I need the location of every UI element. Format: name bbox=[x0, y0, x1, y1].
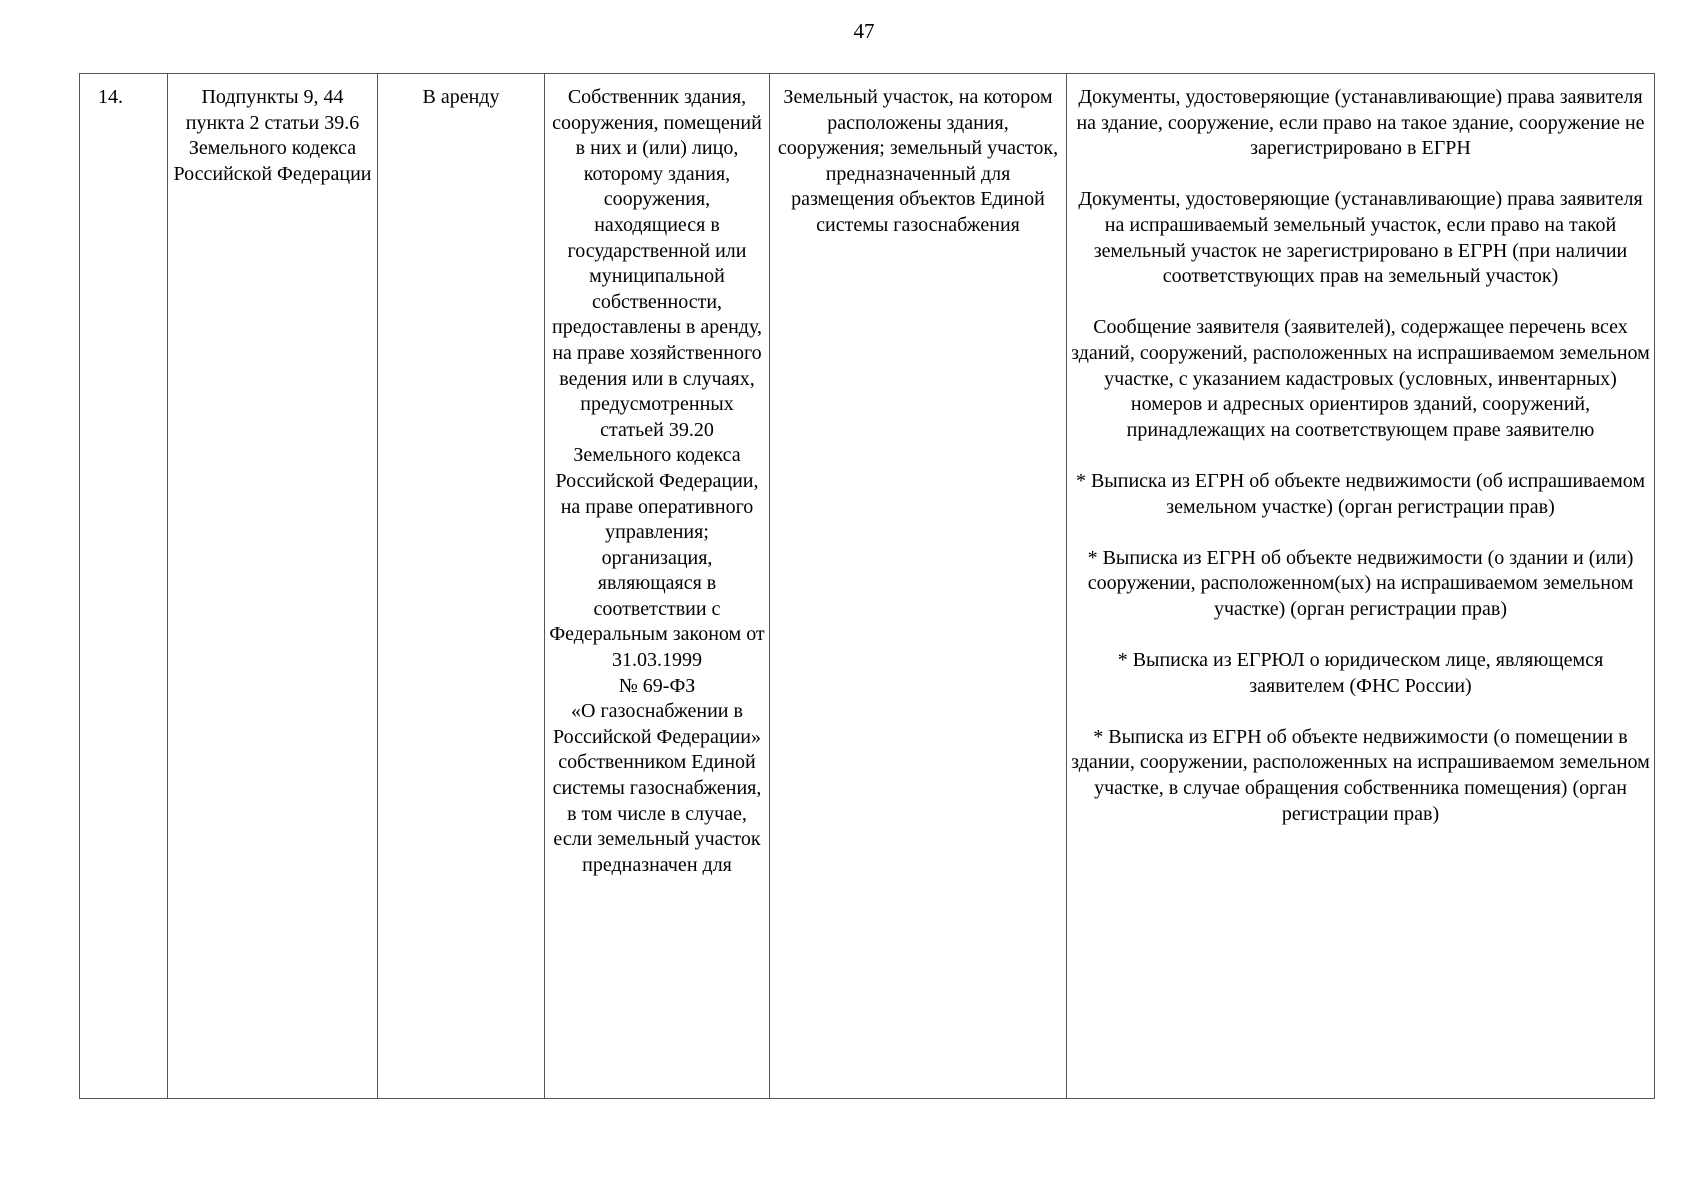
provision-type-cell bbox=[378, 74, 545, 1099]
document-item: Документы, удостоверяющие (устанавливающие) права заявителя на испрашиваемый земельный участок, если право на такой земельный участок не зарегистрировано в ЕГРН (при наличии соответствующих прав на земельный участок) bbox=[1078, 188, 1643, 288]
documents-list bbox=[1071, 85, 1650, 827]
applicant-text-part-3: «О газоснабжении в Российской Федерации» собственником Единой системы газоснабжения, в том числе в случае, если земельный участок предназначен для bbox=[552, 700, 762, 876]
legal-basis-text: Подпункты 9, 44 пункта 2 статьи 39.6 Земельного кодекса Российской Федерации bbox=[173, 86, 372, 185]
applicant-text-part-1: Собственник здания, сооружения, помещений в них и (или) лицо, которому здания, сооружения, находящиеся в государственной или муниципальной собственности, предоставлены в аренду, на праве хозяйственного ведения или в случаях, предусмотренных статьей 39.20 Земельного кодекса Российской Федерации, на праве оперативного управления; организация, являющаяся в соответствии с Федеральным законом от 31.03.1999 bbox=[549, 86, 765, 672]
land-plot-text: Земельный участок, на котором расположены здания, сооружения; земельный участок, предназначенный для размещения объектов Единой системы газоснабжения bbox=[777, 86, 1059, 236]
document-item: * Выписка из ЕГРН об объекте недвижимости (о помещении в здании, сооружении, расположенных на испрашиваемом земельном участке, в случае обращения собственника помещения) (орган регистрации прав) bbox=[1071, 725, 1650, 825]
legal-basis-cell bbox=[168, 74, 378, 1099]
document-item: Сообщение заявителя (заявителей), содержащее перечень всех зданий, сооружений, расположенных на испрашиваемом земельном участке, с указанием кадастровых (условных, инвентарных) номеров и адресных ориентиров зданий, сооружений, принадлежащих на соответствующем праве заявителю bbox=[1071, 316, 1650, 441]
document-item: * Выписка из ЕГРЮЛ о юридическом лице, являющемся заявителем (ФНС России) bbox=[1117, 649, 1604, 697]
page-number: 47 bbox=[853, 19, 875, 43]
row-number: 14. bbox=[98, 86, 123, 108]
land-plot-cell bbox=[770, 74, 1067, 1099]
document-item: Документы, удостоверяющие (устанавливающие) права заявителя на здание, сооружение, если право на такое здание, сооружение не зарегистрировано в ЕГРН bbox=[1076, 86, 1645, 160]
applicant-cell bbox=[545, 74, 770, 1099]
services-table bbox=[79, 73, 1655, 1099]
table-row bbox=[80, 74, 1655, 1099]
row-number-cell bbox=[80, 74, 168, 1099]
documents-cell bbox=[1067, 74, 1655, 1099]
document-item: * Выписка из ЕГРН об объекте недвижимости (об испрашиваемом земельном участке) (орган регистрации прав) bbox=[1075, 469, 1646, 518]
provision-type-text: В аренду bbox=[422, 86, 500, 108]
applicant-text-part-2: № 69-ФЗ bbox=[618, 674, 696, 697]
document-item: * Выписка из ЕГРН об объекте недвижимости (о здании и (или) сооружении, расположенном(ых) на испрашиваемом земельном участке) (орган регистрации прав) bbox=[1087, 546, 1634, 620]
